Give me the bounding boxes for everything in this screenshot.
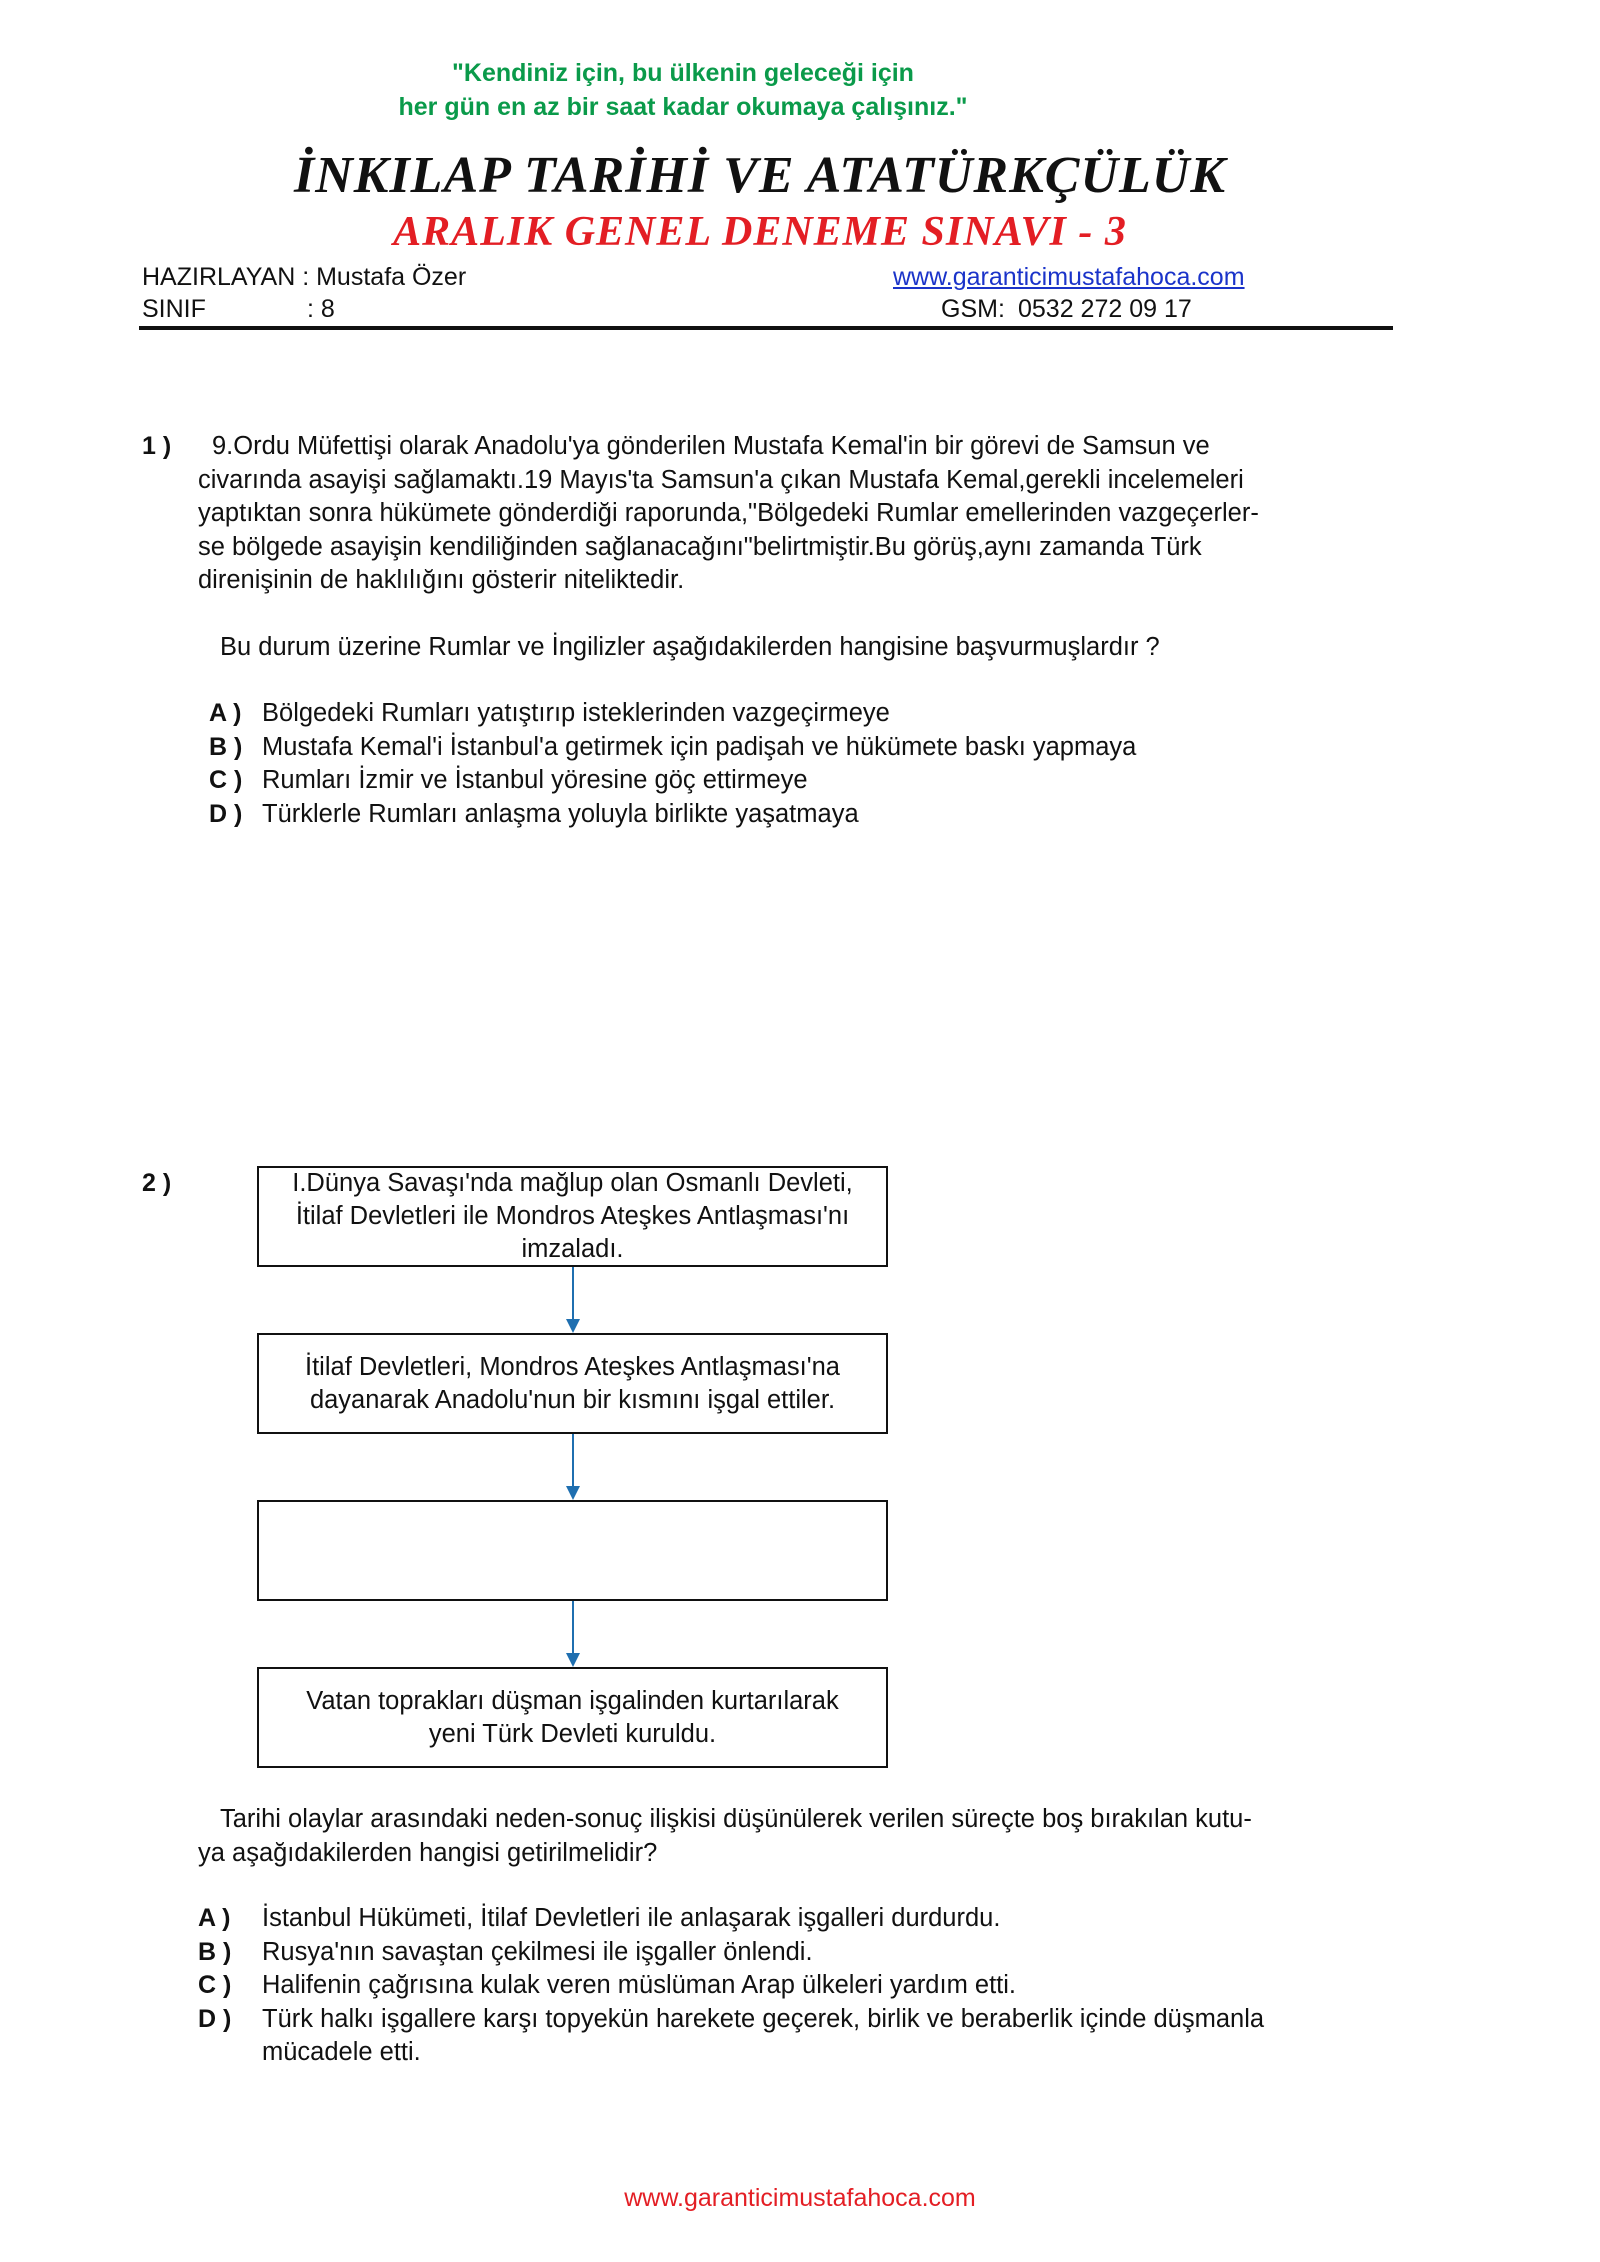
flow-arrow-3 [566, 1601, 580, 1667]
q1-option-a-letter[interactable]: A ) [209, 699, 242, 727]
q2-option-c-text[interactable]: Halifenin çağrısına kulak veren müslüman Arap ülkeleri yardım etti. [262, 1971, 1017, 1999]
flow-box-4 [257, 1667, 888, 1768]
question-1-line-4: se bölgede asayişin kendiliğinden sağlanacağını"belirtmiştir.Bu görüş,aynı zamanda Türk [198, 533, 1202, 561]
question-2-prompt-line-1: Tarihi olaylar arasındaki neden-sonuç ilişkisi düşünülerek verilen süreçte boş bırakılan kutu- [220, 1805, 1252, 1833]
q1-option-b-text[interactable]: Mustafa Kemal'i İstanbul'a getirmek için padişah ve hükümete baskı yapmaya [262, 733, 1137, 761]
footer-website[interactable]: www.garanticimustafahoca.com [624, 2184, 976, 2212]
gsm-value: 0532 272 09 17 [1018, 295, 1192, 323]
q1-option-d-text[interactable]: Türklerle Rumları anlaşma yoluyla birlikte yaşatmaya [262, 800, 859, 828]
flow-arrow-2 [566, 1434, 580, 1500]
q2-option-a-text[interactable]: İstanbul Hükümeti, İtilaf Devletleri ile anlaşarak işgalleri durdurdu. [262, 1904, 1001, 1932]
flow-box-1-line-3: imzaladı. [521, 1235, 624, 1263]
exam-subtitle: ARALIK GENEL DENEME SINAVI - 3 [393, 209, 1127, 255]
q1-option-a-text[interactable]: Bölgedeki Rumları yatıştırıp isteklerinden vazgeçirmeye [262, 699, 890, 727]
header-divider [139, 326, 1393, 330]
q2-option-d-text-cont[interactable]: mücadele etti. [262, 2038, 421, 2066]
q2-option-d-text[interactable]: Türk halkı işgallere karşı topyekün harekete geçerek, birlik ve beraberlik içinde düşmanla [262, 2005, 1265, 2033]
question-1-line-5: direnişinin de haklılığını gösterir niteliktedir. [198, 566, 685, 594]
q1-option-c-letter[interactable]: C ) [209, 766, 243, 794]
question-2-prompt-line-2: ya aşağıdakilerden hangisi getirilmelidir? [198, 1839, 658, 1867]
flow-box-empty [257, 1500, 888, 1601]
question-1-line-3: yaptıktan sonra hükümete gönderdiği raporunda,"Bölgedeki Rumlar emellerinden vazgeçerler- [198, 499, 1259, 527]
quote-line-1: "Kendiniz için, bu ülkenin geleceği için [452, 59, 914, 87]
page-title: İNKILAP TARİHİ VE ATATÜRKÇÜLÜK [293, 147, 1227, 204]
flow-box-4-line-1: Vatan toprakları düşman işgalinden kurtarılarak [306, 1686, 839, 1715]
q2-option-b-text[interactable]: Rusya'nın savaştan çekilmesi ile işgaller önlendi. [262, 1938, 813, 1966]
q1-option-c-text[interactable]: Rumları İzmir ve İstanbul yöresine göç ettirmeye [262, 766, 808, 794]
q1-option-b-letter[interactable]: B ) [209, 733, 243, 761]
question-1-number: 1 ) [142, 432, 172, 460]
q2-option-b-letter[interactable]: B ) [198, 1938, 232, 1966]
question-2-number: 2 ) [142, 1169, 172, 1197]
flow-box-1-line-1: I.Dünya Savaşı'nda mağlup olan Osmanlı Devleti, [292, 1169, 853, 1197]
q2-option-c-letter[interactable]: C ) [198, 1971, 232, 1999]
flow-box-1-line-2: İtilaf Devletleri ile Mondros Ateşkes Antlaşması'nı [295, 1202, 850, 1230]
flow-box-2 [257, 1333, 888, 1434]
gsm-label: GSM: [941, 295, 1005, 323]
question-1-line-1: 9.Ordu Müfettişi olarak Anadolu'ya gönderilen Mustafa Kemal'in bir görevi de Samsun ve [212, 432, 1210, 460]
class-value: : 8 [307, 295, 335, 323]
flow-box-2-line-2: dayanarak Anadolu'nun bir kısmını işgal ettiler. [309, 1385, 836, 1414]
flow-box-2-line-1: İtilaf Devletleri, Mondros Ateşkes Antlaşması'na [305, 1352, 840, 1381]
flow-arrow-1 [566, 1267, 580, 1333]
q2-option-d-letter[interactable]: D ) [198, 2005, 232, 2033]
q1-option-d-letter[interactable]: D ) [209, 800, 243, 828]
flow-box-1 [257, 1166, 888, 1267]
question-1-prompt: Bu durum üzerine Rumlar ve İngilizler aşağıdakilerden hangisine başvurmuşlardır ? [220, 633, 1160, 661]
flow-box-4-line-2: yeni Türk Devleti kuruldu. [428, 1719, 717, 1748]
author-label: HAZIRLAYAN : Mustafa Özer [142, 263, 467, 291]
class-label: SINIF [142, 295, 206, 323]
question-1-line-2: civarında asayişi sağlamaktı.19 Mayıs'ta Samsun'a çıkan Mustafa Kemal,gerekli incelemeleri [198, 466, 1244, 494]
quote-line-2: her gün en az bir saat kadar okumaya çalışınız." [398, 93, 968, 121]
q2-option-a-letter[interactable]: A ) [198, 1904, 231, 1932]
header-website-link[interactable]: www.garanticimustafahoca.com [893, 263, 1245, 291]
